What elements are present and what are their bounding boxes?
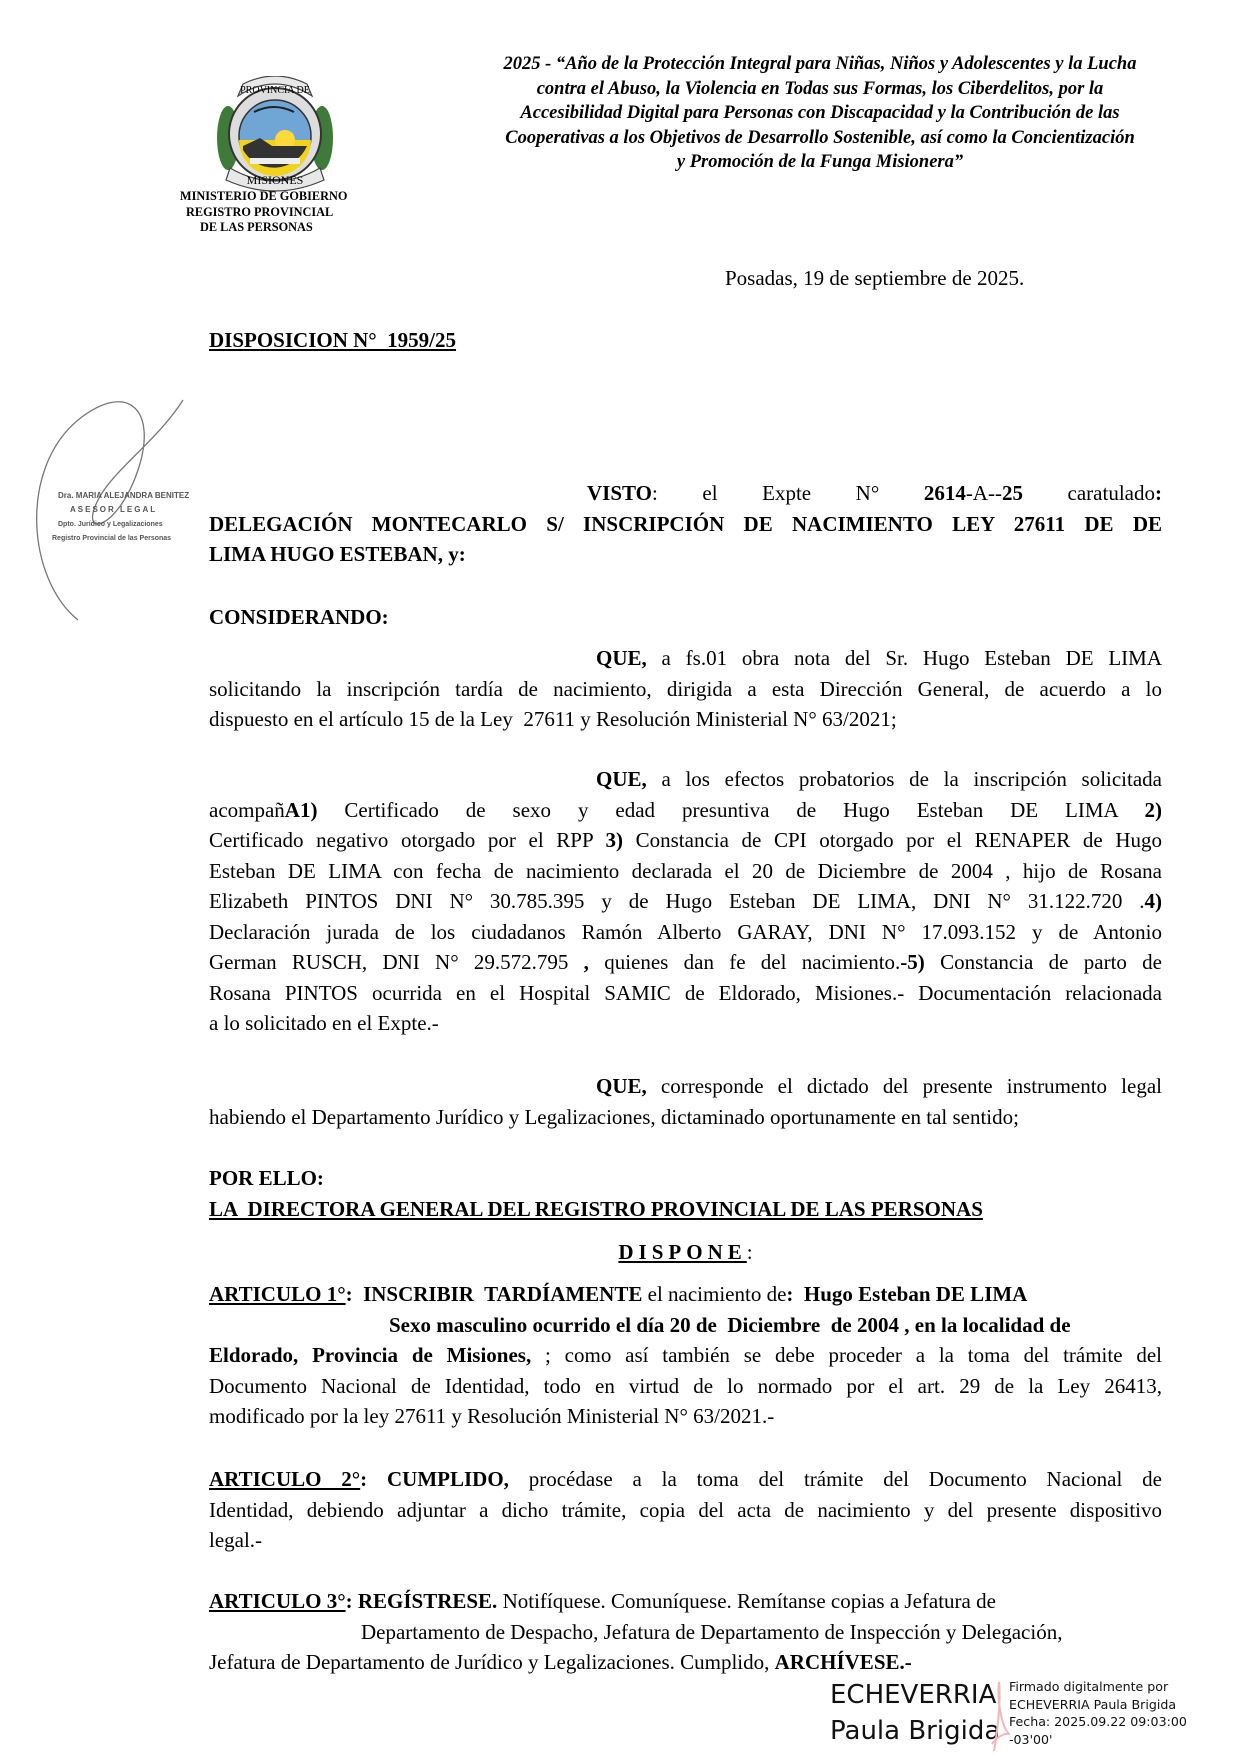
text: Certificado de sexo y edad presuntiva de Hugo Esteban DE LIMA [317, 797, 1145, 822]
bold-text: QUE, [596, 646, 647, 670]
text: Jefatura de Departamento de Jurídico y Legalizaciones. Cumplido, [209, 1650, 775, 1674]
text: solicitando la inscripción tardía de nacimiento, dirigida a esta Dirección General, de acuerdo a lo [209, 676, 1162, 701]
text: dispuesto en el artículo 15 de la Ley 27611 y Resolución Ministerial N° 63/2021; [209, 707, 897, 731]
motto-line: y Promoción de la Funga Misionera” [676, 152, 964, 173]
text: Constancia de parto de [924, 950, 1162, 974]
text: el nacimiento de [642, 1282, 787, 1306]
art2-line [209, 1464, 1162, 1494]
considerando-line [209, 602, 389, 632]
bold-text: : INSCRIBIR TARDÍAMENTE [345, 1282, 643, 1306]
bold-text: Eldorado, Provincia de Misiones, [209, 1343, 532, 1367]
bold-text: 4) [1144, 889, 1162, 913]
text: Declaración jurada de los ciudadanos Ramón Alberto GARAY, DNI N° 17.093.152 y de Antonio [209, 919, 1162, 944]
que3-line [209, 1102, 1019, 1132]
text: a los efectos probatorios de la inscripción solicitada [646, 767, 1162, 791]
stamp-department: Dpto. Jurídico y Legalizaciones [58, 521, 163, 528]
bold-text: QUE, [596, 1074, 647, 1098]
visto-line [209, 509, 1162, 539]
signer-given-names: Paula Brigida [830, 1716, 1001, 1746]
ministry-line: DE LAS PERSONAS [200, 220, 313, 234]
misiones-province-seal-logo [210, 76, 340, 194]
bold-text: A1) [284, 797, 318, 822]
bold-text: POR ELLO: [209, 1166, 324, 1190]
text: Elizabeth PINTOS DNI N° 30.785.395 y de Hugo Esteban DE LIMA, DNI N° 31.122.720 . [209, 889, 1145, 913]
que3-line [596, 1071, 1162, 1101]
bold-text: : CUMPLIDO, [360, 1467, 509, 1491]
text: habiendo el Departamento Jurídico y Legalizaciones, dictaminado oportunamente en tal sentido; [209, 1104, 1019, 1129]
text: Esteban DE LIMA con fecha de nacimiento declarada el 20 de Diciembre de 2004 , hijo de Rosana [209, 858, 1162, 883]
text: modificado por la ley 27611 y Resolución Ministerial N° 63/2021.- [209, 1404, 775, 1428]
art2-line [209, 1525, 262, 1555]
art3-line [209, 1647, 912, 1677]
que1-line [209, 674, 1162, 704]
motto-line: Accesibilidad Digital para Personas con Discapacidad y la Contribución de las [520, 103, 1120, 124]
text: Identidad, debiendo adjuntar a dicho trámite, copia del acta de nacimiento y del presente dispositivo [209, 1497, 1162, 1522]
art3-line [361, 1617, 1062, 1647]
bold-text: : [1155, 481, 1162, 505]
bold-text: LA DIRECTORA GENERAL DEL REGISTRO PROVINCIAL DE LAS PERSONAS [209, 1196, 983, 1221]
visto-line [209, 539, 466, 569]
que2-line [209, 947, 1162, 977]
art3-line [209, 1586, 996, 1616]
ministry-name [180, 189, 360, 236]
text: procédase a la toma del trámite del Documento Nacional de [508, 1467, 1162, 1491]
motto-line: 2025 - “Año de la Protección Integral para Niñas, Niños y Adolescentes y la Lucha [503, 54, 1137, 74]
bold-text: ARTICULO 1° [209, 1282, 346, 1306]
dispone-colon: : [746, 1240, 753, 1264]
art1-line [209, 1371, 1162, 1401]
year-motto [440, 52, 1200, 175]
bold-text: ARCHÍVESE.- [774, 1650, 912, 1674]
bold-text: -5) [900, 950, 925, 974]
signer-surname: ECHEVERRIA [830, 1680, 997, 1710]
pdf-signature-icon [990, 1678, 1010, 1753]
art2-line [209, 1495, 1162, 1525]
art1-line [209, 1279, 1027, 1309]
text: : el Expte N° [651, 481, 924, 505]
text: legal.- [209, 1528, 263, 1552]
que2-line [209, 1008, 439, 1038]
porello-line [209, 1194, 983, 1224]
signature-detail-line: -03'00' [1009, 1731, 1053, 1747]
bold-text: 3) [605, 828, 623, 852]
que2-line [209, 856, 1162, 886]
que1-line [596, 643, 1162, 673]
bold-text: 2614 [923, 481, 966, 505]
digital-signature-details [1009, 1678, 1187, 1748]
disposition-number: DISPOSICION N° 1959/25 [209, 328, 457, 352]
bold-text: VISTO [587, 481, 652, 505]
text: Notifíquese. Comuníquese. Remítanse copias a Jefatura de [497, 1589, 996, 1613]
bold-text: : Hugo Esteban DE LIMA [786, 1282, 1028, 1306]
text: acompañ [209, 797, 285, 822]
bold-text: 25 [1001, 481, 1023, 505]
bold-text: Sexo masculino ocurrido el día 20 de Diciembre de 2004 , en la localidad de [389, 1312, 1071, 1337]
bold-text: ARTICULO 2° [209, 1467, 361, 1491]
que2-line [209, 795, 1162, 825]
text: Departamento de Despacho, Jefatura de Departamento de Inspección y Delegación, [361, 1619, 1063, 1644]
text: quienes dan fe del nacimiento. [588, 950, 901, 974]
bold-text: LIMA HUGO ESTEBAN, y: [209, 542, 466, 566]
dispone-heading [209, 1237, 1162, 1267]
text: Constancia de CPI otorgado por el RENAPER de Hugo [623, 828, 1162, 852]
text: -A-- [965, 481, 1002, 505]
stamp-title: ASESOR LEGAL [70, 505, 158, 514]
bold-text: 2) [1144, 797, 1162, 822]
text: ; como así también se debe proceder a la toma del trámite del [531, 1343, 1162, 1367]
text: corresponde el dictado del presente instrumento legal [646, 1074, 1162, 1098]
que2-line [209, 917, 1162, 947]
art1-line [389, 1310, 1071, 1340]
motto-line: contra el Abuso, la Violencia en Todas sus Formas, los Ciberdelitos, por la [536, 78, 1104, 99]
bold-text: ARTICULO 3° [209, 1589, 346, 1613]
que1-line [209, 704, 897, 734]
art1-line [209, 1340, 1162, 1370]
signature-detail-line: Firmado digitalmente por [1009, 1679, 1169, 1694]
text: German RUSCH, DNI N° 29.572.795 [209, 950, 584, 974]
bold-text: CONSIDERANDO: [209, 605, 389, 629]
seal-text-top: PROVINCIA DE [240, 85, 310, 96]
visto-line [587, 478, 1162, 508]
ministry-line: REGISTRO PROVINCIAL [186, 204, 334, 219]
signature-detail-line: ECHEVERRIA Paula Brigida [1009, 1696, 1177, 1712]
legal-advisor-stamp-signature [18, 380, 208, 625]
bold-text: QUE, [596, 767, 647, 791]
signature-detail-line: Fecha: 2025.09.22 09:03:00 [1009, 1714, 1187, 1729]
place-and-date: Posadas, 19 de septiembre de 2025. [725, 266, 1025, 290]
text: Rosana PINTOS ocurrida en el Hospital SAMIC de Eldorado, Misiones.- Documentación relacionada [209, 980, 1162, 1005]
ministry-line: MINISTERIO DE GOBIERNO [180, 189, 348, 203]
bold-text: : REGÍSTRESE. [345, 1589, 498, 1613]
que2-line [596, 764, 1162, 794]
text: a fs.01 obra nota del Sr. Hugo Esteban DE LIMA [646, 646, 1162, 670]
text: Documento Nacional de Identidad, todo en virtud de lo normado por el art. 29 de la Ley 26413, [209, 1373, 1162, 1398]
porello-line [209, 1163, 324, 1193]
que2-line [209, 978, 1162, 1008]
stamp-name: Dra. MARIA ALEJANDRA BENITEZ [58, 491, 190, 500]
motto-line: Cooperativas a los Objetivos de Desarrollo Sostenible, así como la Concientización [505, 127, 1135, 148]
bold-text: , [583, 950, 589, 974]
text: a lo solicitado en el Expte.- [209, 1011, 439, 1035]
art1-line [209, 1401, 774, 1431]
text: caratulado [1022, 481, 1155, 505]
stamp-institution: Registro Provincial de las Personas [52, 535, 172, 542]
dispone-word: DISPONE [618, 1240, 747, 1264]
que2-line [209, 825, 1162, 855]
seal-text-bottom: MISIONES [246, 173, 304, 187]
text: Certificado negativo otorgado por el RPP [209, 828, 606, 852]
que2-line [209, 886, 1162, 916]
bold-text: DELEGACIÓN MONTECARLO S/ INSCRIPCIÓN DE NACIMIENTO LEY 27611 DE DE [209, 511, 1162, 536]
